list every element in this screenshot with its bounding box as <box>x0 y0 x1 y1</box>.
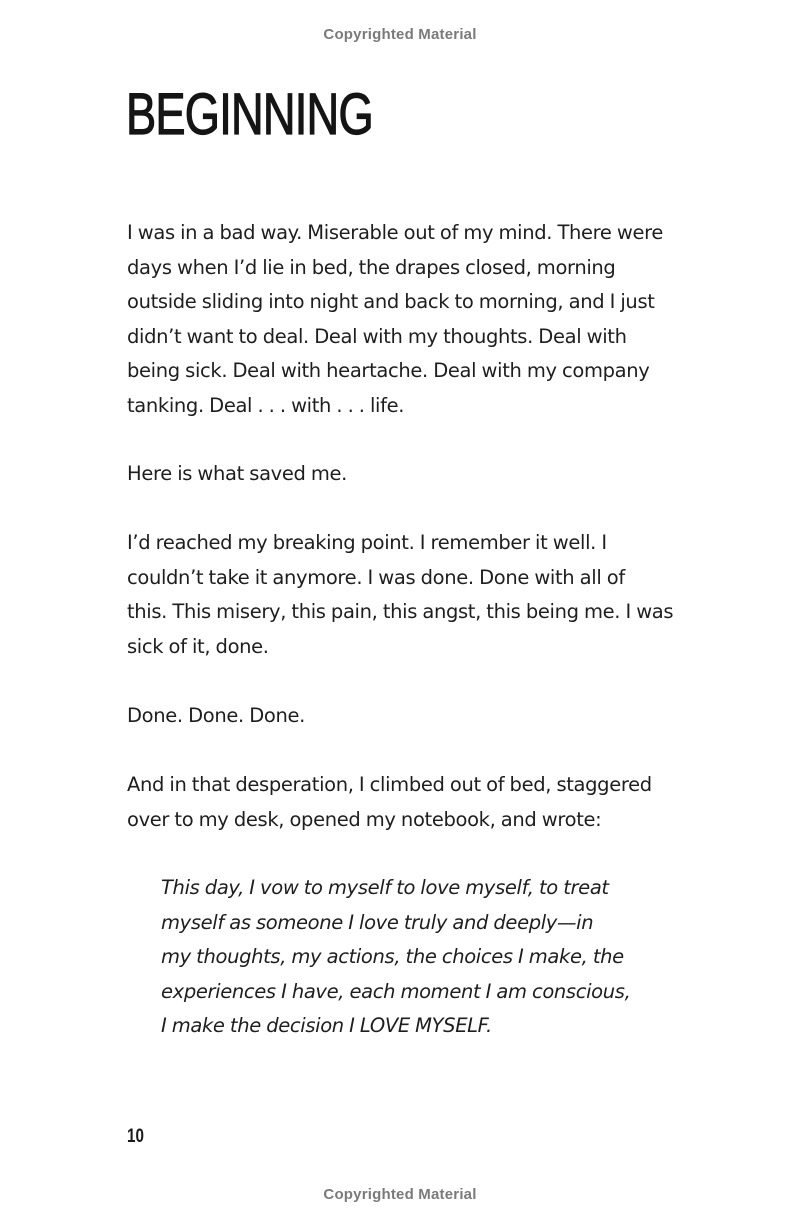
quote-line: myself as someone I love truly and deeply—in <box>161 910 594 934</box>
paragraph-4 <box>127 699 687 734</box>
copyright-watermark-bottom: Copyrighted Material <box>323 1186 477 1203</box>
text-line: didn’t want to deal. Deal with my thoughts. Deal with <box>127 324 627 348</box>
vow-quote <box>161 871 681 1044</box>
text-line: I was in a bad way. Miserable out of my mind. There were <box>127 221 664 244</box>
copyright-watermark-top: Copyrighted Material <box>323 26 477 43</box>
text-line: couldn’t take it anymore. I was done. Done with all of <box>127 565 625 589</box>
quote-line: This day, I vow to myself to love myself, to treat <box>161 876 609 899</box>
text-line: outside sliding into night and back to morning, and I just <box>127 290 655 313</box>
paragraph-5 <box>127 768 687 837</box>
text-line: I’d reached my breaking point. I remember it well. I <box>127 531 607 554</box>
quote-line: my thoughts, my actions, the choices I make, the <box>161 945 624 968</box>
paragraph-2 <box>127 457 687 492</box>
quote-line: experiences I have, each moment I am conscious, <box>161 979 631 1003</box>
text-line: Done. Done. Done. <box>127 704 305 727</box>
text-line: sick of it, done. <box>127 634 269 658</box>
quote-line: I make the decision I LOVE MYSELF. <box>161 1014 492 1037</box>
paragraph-1 <box>127 216 687 423</box>
text-line: And in that desperation, I climbed out of bed, staggered <box>127 773 652 796</box>
page-number: 10 <box>127 1126 144 1147</box>
text-line: days when I’d lie in bed, the drapes closed, morning <box>127 255 616 279</box>
text-line: this. This misery, this pain, this angst, this being me. I was <box>127 600 674 623</box>
text-line: over to my desk, opened my notebook, and wrote: <box>127 807 602 831</box>
chapter-title: BEGINNING <box>126 82 373 147</box>
text-line: Here is what saved me. <box>127 462 348 485</box>
text-line: being sick. Deal with heartache. Deal with my company <box>127 359 650 382</box>
paragraph-3 <box>127 526 687 664</box>
text-line: tanking. Deal . . . with . . . life. <box>127 393 405 417</box>
